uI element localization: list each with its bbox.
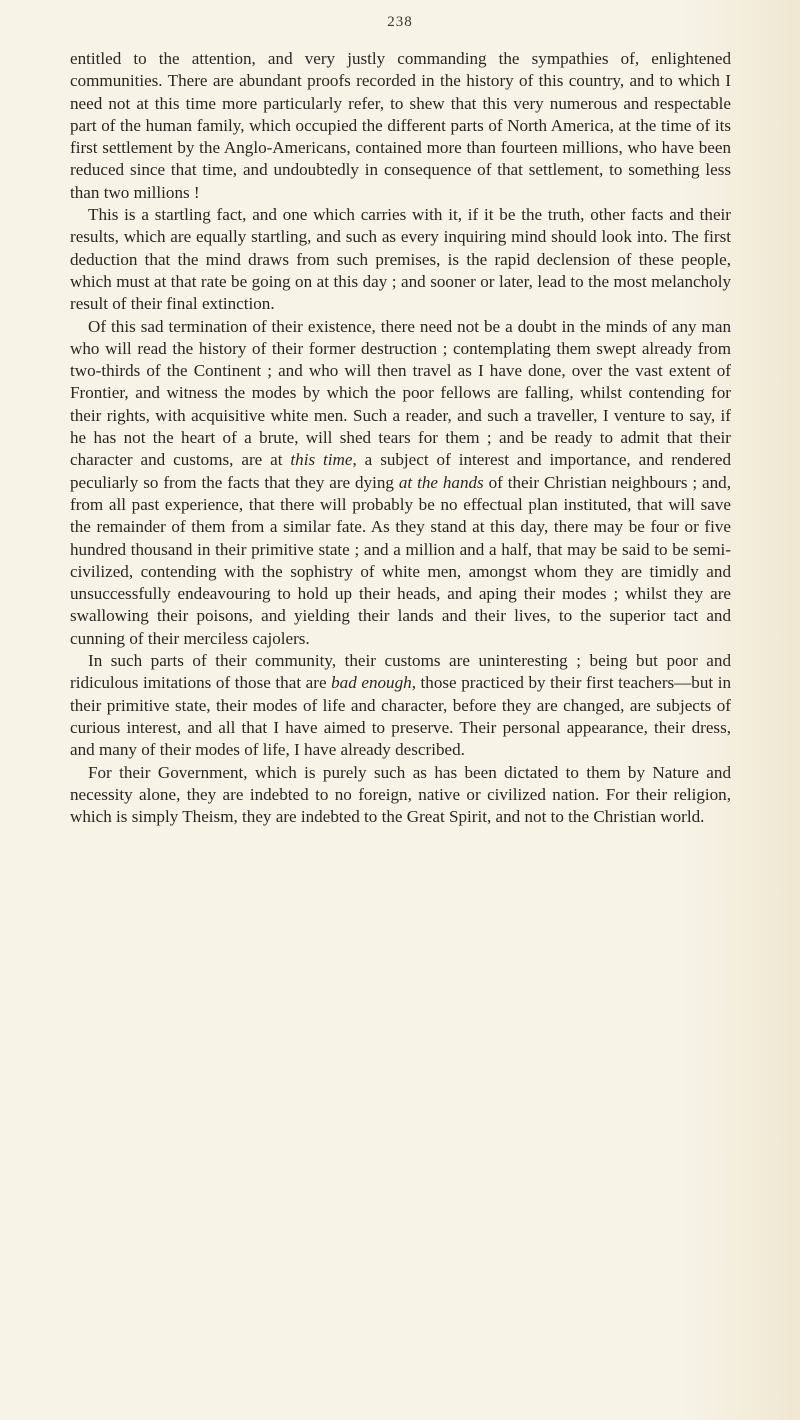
paragraph-3-part-b: , a subject of interest and importance, and rendered peculiarly so from the facts that they are dying (70, 450, 732, 492)
paragraph-2: This is a startling fact, and one which carries with it, if it be the truth, other facts and their results, which are equally startling, and such as every inquiring mind should look into. The first deduction that the mind draws from such premises, is the rapid declension of these people, which must at that rate be going on at this day ; and sooner or later, lead to the most melancholy result of their final extinction. (70, 205, 731, 314)
body-text (70, 48, 731, 828)
paragraph-4 (70, 650, 731, 761)
paragraph-4-part-b: , those practiced by their first teachers—but in their primitive state, their modes of life and character, before they are changed, are subjects of curious interest, and all that I have aimed to preserve. Their personal appearance, their dress, and many of their modes of life, I have already described. (70, 673, 731, 760)
paragraph-3-emphasis-this-time: this time (290, 450, 353, 470)
paragraph-4-emphasis-bad-enough: bad enough (331, 673, 412, 693)
paragraph-3-part-a: Of this sad termination of their existence, there need not be a doubt in the minds of any man who will read the history of their former destruction ; contemplating them swept already from two-thirds of the Continent ; and who will then travel as I have done, over the vast extent of Frontier, and witness the modes by which the poor fellows are falling, whilst contending for their rights, with acquisitive white men. Such a reader, and such a traveller, I venture to say, if he has not the heart of a brute, will shed tears for them ; and be ready to admit that their character and customs, are at (70, 316, 731, 470)
paragraph-4-part-a: In such parts of their community, their customs are uninteresting ; being but poor and ridiculous imitations of those that are (70, 651, 731, 693)
paragraph-1: entitled to the attention, and very justly commanding the sympathies of, enlightened communities. There are abundant proofs recorded in the history of this country, and to which I need not at this time more particularly refer, to shew that this very numerous and respectable part of the human family, which occupied the different parts of North America, at the time of its first settlement by the Anglo-Americans, contained more than fourteen millions, who have been reduced since that time, and undoubtedly in consequence of that settlement, to something less than two millions ! (70, 49, 731, 202)
paragraph-3-part-c: of their Christian neighbours ; and, from all past experience, that there will probably be no effectual plan instituted, that will save the remainder of them from a similar fate. As they stand at this day, there may be four or five hundred thousand in their primitive state ; and a million and a half, that may be said to be semi-civilized, contending with the sophistry of white men, amongst whom they are timidly and unsuccessfully endeavouring to hold up their heads, and aping their modes ; whilst they are swallowing their poisons, and yielding their lands and their lives, to the superior tact and cunning of their merciless cajolers. (70, 472, 731, 648)
paragraph-5: For their Government, which is purely such as has been dictated to them by Nature and necessity alone, they are indebted to no foreign, native or civilized nation. For their religion, which is simply Theism, they are indebted to the Great Spirit, and not to the Christian world. (70, 762, 731, 827)
paragraph-3-emphasis-at-the-hands: at the hands (398, 472, 484, 492)
page-number: 238 (387, 14, 413, 30)
paragraph-3 (70, 316, 731, 650)
